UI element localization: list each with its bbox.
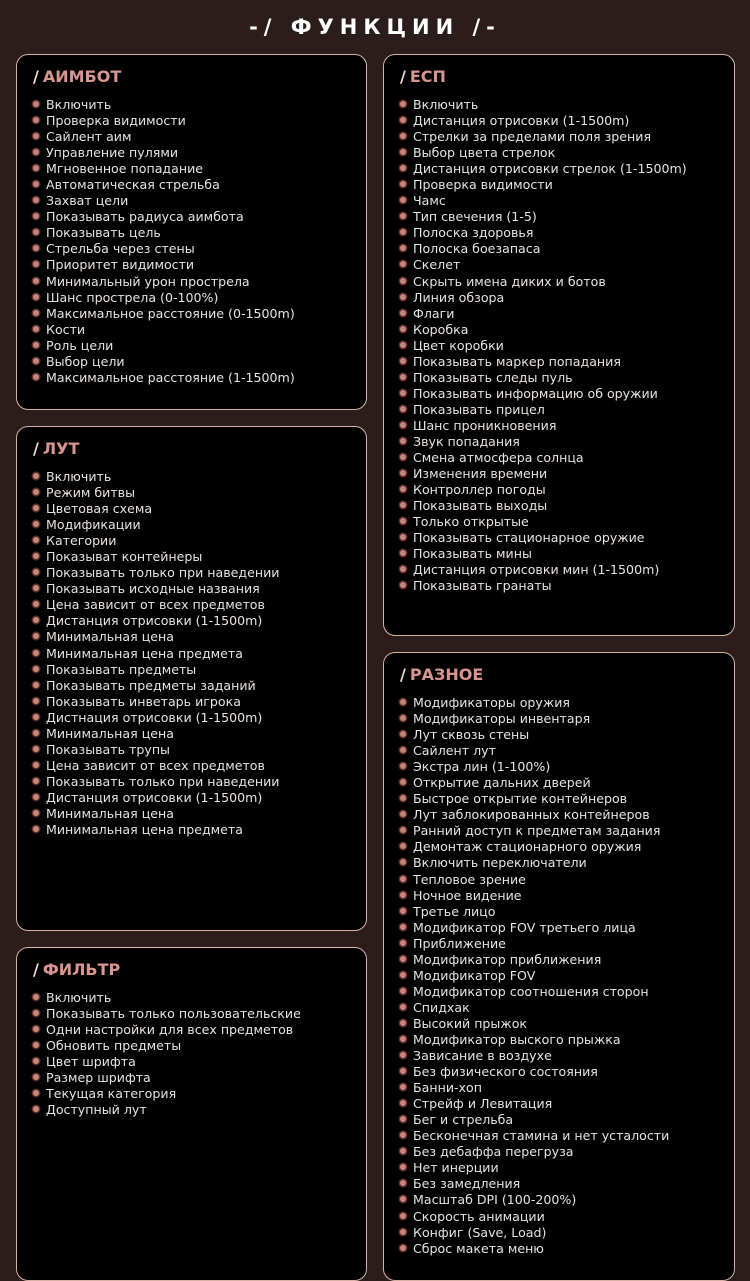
feature-item: Показывать цель <box>33 225 352 241</box>
feature-item: Цветовая схема <box>33 501 352 517</box>
feature-item: Выбор цели <box>33 354 352 370</box>
feature-item: Приближение <box>400 936 720 952</box>
feature-item: Показывать гранаты <box>400 578 720 594</box>
feature-item: Бег и стрельба <box>400 1112 720 1128</box>
feature-item: Контроллер погоды <box>400 482 720 498</box>
feature-item: Показывать предметы <box>33 662 352 678</box>
title-text: ФИЛЬТР <box>42 960 121 979</box>
feature-item: Модификатор соотношения сторон <box>400 984 720 1000</box>
feature-item: Масштаб DPI (100-200%) <box>400 1192 720 1208</box>
feature-item: Показывать мины <box>400 546 720 562</box>
feature-item: Выбор цвета стрелок <box>400 145 720 161</box>
feature-item: Управление пулями <box>33 145 352 161</box>
feature-item: Цена зависит от всех предметов <box>33 597 352 613</box>
feature-item: Модификаторы инвентаря <box>400 711 720 727</box>
feature-item: Размер шрифта <box>33 1070 352 1086</box>
panel-title <box>400 663 720 687</box>
feature-item: Захват цели <box>33 193 352 209</box>
panel-loot <box>16 426 367 931</box>
panel-title <box>33 437 352 461</box>
feature-item: Включить <box>33 469 352 485</box>
feature-item: Проверка видимости <box>33 113 352 129</box>
feature-item: Только открытые <box>400 514 720 530</box>
feature-item: Коробка <box>400 322 720 338</box>
feature-item: Показывать исходные названия <box>33 581 352 597</box>
feature-item: Автоматическая стрельба <box>33 177 352 193</box>
feature-item: Текущая категория <box>33 1086 352 1102</box>
feature-item: Тип свечения (1-5) <box>400 209 720 225</box>
page-title: -/ ФУНКЦИИ /- <box>249 15 501 39</box>
feature-item: Показывать только при наведении <box>33 774 352 790</box>
feature-item: Дистанция отрисовки мин (1-1500m) <box>400 562 720 578</box>
feature-item: Дистанция отрисовки (1-1500m) <box>33 613 352 629</box>
feature-item: Включить переключатели <box>400 855 720 871</box>
feature-item: Минимальная цена предмета <box>33 822 352 838</box>
feature-item: Дистанция отрисовки (1-1500m) <box>400 113 720 129</box>
feature-list <box>33 469 352 838</box>
feature-item: Без дебаффа перегруза <box>400 1144 720 1160</box>
feature-item: Быстрое открытие контейнеров <box>400 791 720 807</box>
feature-item: Полоска здоровья <box>400 225 720 241</box>
feature-item: Показывать только при наведении <box>33 565 352 581</box>
feature-item: Максимальное расстояние (0-1500m) <box>33 306 352 322</box>
title-text: ЕСП <box>409 67 446 86</box>
feature-item: Смена атмосфера солнца <box>400 450 720 466</box>
feature-item: Ночное видение <box>400 888 720 904</box>
feature-item: Показывать инветарь игрока <box>33 694 352 710</box>
feature-item: Тепловое зрение <box>400 872 720 888</box>
feature-item: Стрейф и Левитация <box>400 1096 720 1112</box>
feature-item: Модификатор выского прыжка <box>400 1032 720 1048</box>
feature-item: Модификации <box>33 517 352 533</box>
feature-item: Проверка видимости <box>400 177 720 193</box>
title-text: АИМБОТ <box>42 67 122 86</box>
feature-item: Зависание в воздухе <box>400 1048 720 1064</box>
feature-item: Дистнация отрисовки (1-1500m) <box>33 710 352 726</box>
feature-item: Доступный лут <box>33 1102 352 1118</box>
feature-item: Звук попадания <box>400 434 720 450</box>
feature-item: Без физического состояния <box>400 1064 720 1080</box>
panel-esp <box>383 54 735 636</box>
feature-item: Демонтаж стационарного оружия <box>400 839 720 855</box>
feature-list <box>400 97 720 594</box>
feature-item: Включить <box>33 97 352 113</box>
feature-item: Линия обзора <box>400 290 720 306</box>
feature-item: Показыват контейнеры <box>33 549 352 565</box>
panel-misc <box>383 652 735 1281</box>
feature-item: Показывать только пользовательские <box>33 1006 352 1022</box>
feature-item: Показывать информацию об оружии <box>400 386 720 402</box>
panel-title <box>400 65 720 89</box>
feature-item: Включить <box>33 990 352 1006</box>
panel-filter <box>16 947 367 1281</box>
feature-item: Сайлент лут <box>400 743 720 759</box>
feature-item: Без замедления <box>400 1176 720 1192</box>
feature-item: Мгновенное попадание <box>33 161 352 177</box>
feature-item: Модификаторы оружия <box>400 695 720 711</box>
feature-item: Лут сквозь стены <box>400 727 720 743</box>
title-slash: / <box>33 439 39 458</box>
feature-item: Сброс макета меню <box>400 1241 720 1257</box>
feature-item: Показывать прицел <box>400 402 720 418</box>
feature-item: Минимальная цена <box>33 629 352 645</box>
feature-item: Изменения времени <box>400 466 720 482</box>
feature-item: Показывать предметы заданий <box>33 678 352 694</box>
panel-title <box>33 958 352 982</box>
feature-item: Дистанция отрисовки стрелок (1-1500m) <box>400 161 720 177</box>
feature-item: Показывать выходы <box>400 498 720 514</box>
panel-aimbot <box>16 54 367 410</box>
feature-list <box>33 97 352 386</box>
feature-item: Максимальное расстояние (1-1500m) <box>33 370 352 386</box>
feature-item: Минимальная цена <box>33 726 352 742</box>
feature-item: Дистанция отрисовки (1-1500m) <box>33 790 352 806</box>
feature-item: Скрыть имена диких и ботов <box>400 274 720 290</box>
feature-item: Лут заблокированных контейнеров <box>400 807 720 823</box>
feature-item: Чамс <box>400 193 720 209</box>
feature-item: Показывать маркер попадания <box>400 354 720 370</box>
feature-item: Минимальная цена <box>33 806 352 822</box>
feature-item: Флаги <box>400 306 720 322</box>
feature-item: Скелет <box>400 257 720 273</box>
feature-item: Экстра лин (1-100%) <box>400 759 720 775</box>
feature-item: Скорость анимации <box>400 1209 720 1225</box>
feature-item: Стрельба через стены <box>33 241 352 257</box>
feature-item: Нет инерции <box>400 1160 720 1176</box>
title-slash: / <box>400 665 406 684</box>
feature-item: Показывать радиуса аимбота <box>33 209 352 225</box>
feature-item: Третье лицо <box>400 904 720 920</box>
feature-item: Открытие дальних дверей <box>400 775 720 791</box>
feature-item: Стрелки за пределами поля зрения <box>400 129 720 145</box>
feature-item: Категории <box>33 533 352 549</box>
feature-item: Цвет шрифта <box>33 1054 352 1070</box>
feature-item: Модификатор FOV <box>400 968 720 984</box>
feature-item: Модификатор FOV третьего лица <box>400 920 720 936</box>
feature-item: Сайлент аим <box>33 129 352 145</box>
feature-item: Спидхак <box>400 1000 720 1016</box>
feature-item: Роль цели <box>33 338 352 354</box>
feature-item: Режим битвы <box>33 485 352 501</box>
feature-item: Ранний доступ к предметам задания <box>400 823 720 839</box>
feature-item: Включить <box>400 97 720 113</box>
feature-item: Бесконечная стамина и нет усталости <box>400 1128 720 1144</box>
feature-item: Высокий прыжок <box>400 1016 720 1032</box>
feature-list <box>400 695 720 1257</box>
feature-item: Цвет коробки <box>400 338 720 354</box>
feature-item: Шанс прострела (0-100%) <box>33 290 352 306</box>
feature-item: Полоска боезапаса <box>400 241 720 257</box>
title-slash: / <box>400 67 406 86</box>
feature-item: Кости <box>33 322 352 338</box>
feature-item: Минимальный урон прострела <box>33 274 352 290</box>
feature-item: Одни настройки для всех предметов <box>33 1022 352 1038</box>
feature-item: Показывать следы пуль <box>400 370 720 386</box>
title-slash: / <box>33 960 39 979</box>
feature-list <box>33 990 352 1118</box>
feature-item: Конфиг (Save, Load) <box>400 1225 720 1241</box>
feature-item: Банни-хоп <box>400 1080 720 1096</box>
title-slash: / <box>33 67 39 86</box>
title-text: РАЗНОЕ <box>409 665 484 684</box>
feature-item: Приоритет видимости <box>33 257 352 273</box>
title-text: ЛУТ <box>42 439 80 458</box>
feature-item: Обновить предметы <box>33 1038 352 1054</box>
feature-item: Модификатор приближения <box>400 952 720 968</box>
feature-item: Показывать трупы <box>33 742 352 758</box>
feature-item: Цена зависит от всех предметов <box>33 758 352 774</box>
feature-item: Шанс проникновения <box>400 418 720 434</box>
feature-item: Минимальная цена предмета <box>33 646 352 662</box>
panel-title <box>33 65 352 89</box>
feature-item: Показывать стационарное оружие <box>400 530 720 546</box>
